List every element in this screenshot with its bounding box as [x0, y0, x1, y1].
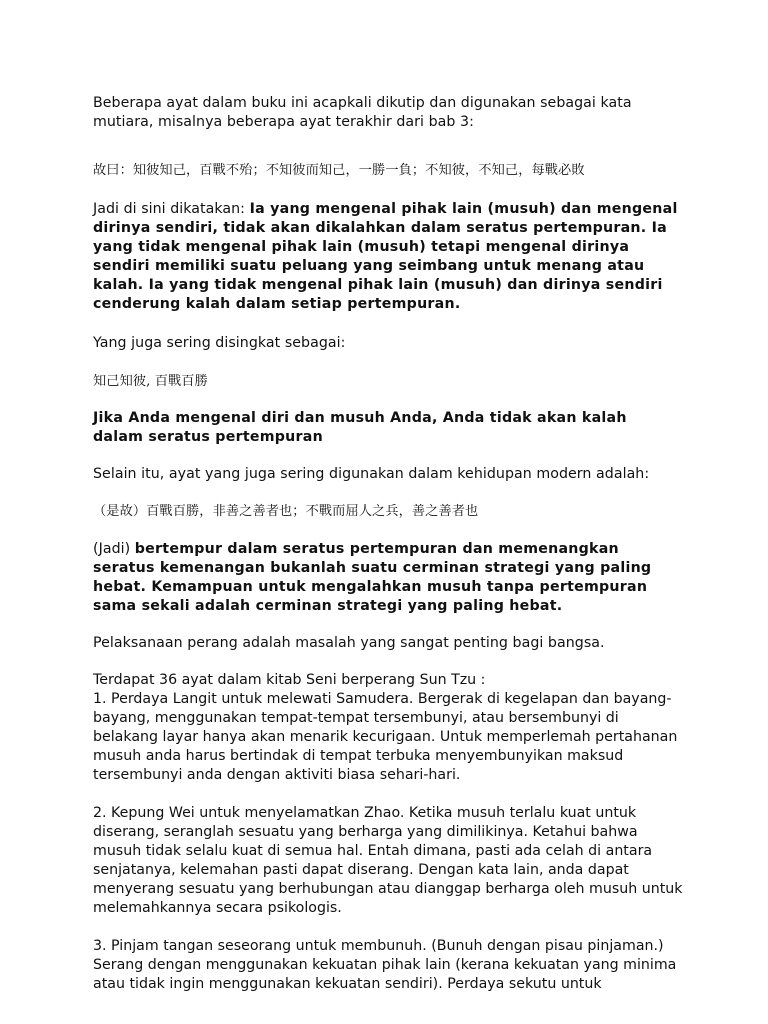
jadi-bold-text: Ia yang mengenal pihak lain (musuh) dan mengenal dirinya sendiri, tidak akan dikalahkan dalam seratus pertempuran. Ia yang tidak mengenal pihak lain (musuh) tetapi mengenal dirinya sendiri memiliki suatu peluang yang seimbang untuk menang atau kalah. Ia yang tidak mengenal pihak lain (musuh) dan dirinya sendiri cenderung kalah dalam setiap pertempuran. — [93, 201, 678, 312]
list-item: 2. Kepung Wei untuk menyelamatkan Zhao. Ketika musuh terlalu kuat untuk diserang, seranglah sesuatu yang berharga yang dimilikinya. Ketahui bahwa musuh tidak selalu kuat di semua hal. Entah dimana, pasti ada celah di antara senjatanya, kelemahan pasti dapat diserang. Dengan kata lain, anda dapat menyerang sesuatu yang berhubungan atau dianggap berharga oleh musuh untuk melemahkannya secara psikologis. — [93, 805, 683, 916]
strategy-list — [93, 671, 768, 994]
quote3-paragraph — [93, 540, 681, 616]
quote2-translation: Jika Anda mengenal diri dan musuh Anda, Anda tidak akan kalah dalam seratus pertempuran — [93, 410, 627, 445]
quote-chinese-3: （是故）百戰百勝，非善之善者也；不戰而屈人之兵，善之善者也 — [93, 504, 479, 519]
jadi-prefix: Jadi di sini dikatakan: — [93, 201, 250, 217]
quote3-prefix: (Jadi) — [93, 541, 135, 557]
quote3-bold-text: bertempur dalam seratus pertempuran dan memenangkan seratus kemenangan bukanlah suatu cerminan strategi yang paling hebat. Kemampuan untuk mengalahkan musuh tanpa pertempuran sama sekali adalah cerminan strategi yang paling hebat. — [93, 541, 652, 614]
jadi-paragraph — [93, 200, 681, 314]
list-item: 1. Perdaya Langit untuk melewati Samudera. Bergerak di kegelapan dan bayang-bayang, menggunakan tempat-tempat tersembunyi, atau bersembunyi di belakang layar hanya akan menarik kecurigaan. Untuk memperlemah pertahanan musuh anda harus bertindak di tempat terbuka menyembunyikan maksud tersembunyi anda dengan aktiviti biasa sehari-hari. — [93, 691, 678, 783]
intro-paragraph: Beberapa ayat dalam buku ini acapkali dikutip dan digunakan sebagai kata mutiara, misalnya beberapa ayat terakhir dari bab 3: — [93, 95, 632, 130]
list-intro: Terdapat 36 ayat dalam kitab Seni berperang Sun Tzu : — [93, 672, 486, 688]
quote-chinese-2: 知己知彼, 百戰百勝 — [93, 374, 208, 389]
war-importance: Pelaksanaan perang adalah masalah yang sangat penting bagi bangsa. — [93, 635, 605, 651]
list-item: 3. Pinjam tangan seseorang untuk membunuh. (Bunuh dengan pisau pinjaman.) Serang dengan menggunakan kekuatan pihak lain (kerana kekuatan yang minima atau tidak ingin menggunakan kekuatan sendiri). Perdaya sekutu untuk — [93, 938, 677, 992]
quote-chinese-1: 故曰：知彼知己，百戰不殆；不知彼而知己，一勝一負；不知彼，不知己，每戰必敗 — [93, 163, 585, 178]
modern-intro: Selain itu, ayat yang juga sering digunakan dalam kehidupan modern adalah: — [93, 466, 650, 482]
short-intro: Yang juga sering disingkat sebagai: — [93, 335, 346, 351]
